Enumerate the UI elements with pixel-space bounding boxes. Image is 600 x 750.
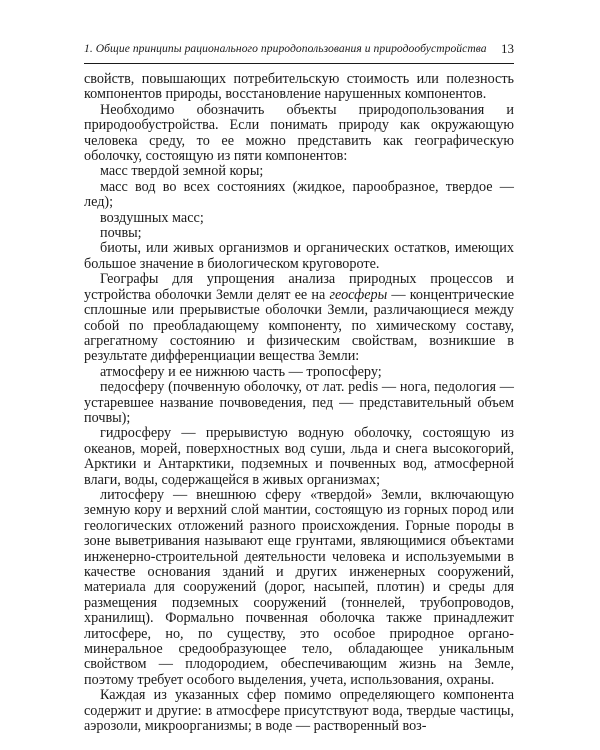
running-header bbox=[84, 42, 514, 64]
list-item: литосферу — внешнюю сферу «твердой» Земли, включающую земную кору и верхний слой мантии, состоящую из горных пород или геологических отложений разного происхождения. Горные породы в зоне выветривания называют еще грунтами, являющимися объектами инженерно-строительной деятельности человека и используемыми в качестве основания зданий и других инженерных сооружений, материала для сооружений (дорог, насыпей, плотин) и среды для размещения подземных сооружений (тоннелей, трубопроводов, хранилищ). Формально почвенная оболочка также принадлежит литосфере, но, по существу, это особое природное органо-минеральное средообразующее тело, обладающее уникальным свойством — плодородием, обеспечивающим жизнь на Земле, поэтому требует особого выделения, учета, использования, охраны. bbox=[84, 486, 514, 688]
paragraph bbox=[84, 272, 514, 364]
list-item: почвы; bbox=[100, 225, 142, 242]
list-item: атмосферу и ее нижнюю часть — тропосферу; bbox=[100, 363, 382, 380]
emphasized-term: геосферы bbox=[329, 286, 388, 303]
paragraph: Каждая из указанных сфер помимо определяющего компонента содержит и другие: в атмосфере присутствуют вода, твердые частицы, аэрозоли, микроорганизмы; в воде — растворенный воз- bbox=[84, 687, 514, 735]
paragraph-text: — концентрические сплошные или прерывистые оболочки Земли, различающиеся между собой по преобладающему компоненту, по химическому составу, агрегатному состоянию и физическим свойствам, возникшие в результате дифференциации вещества Земли: bbox=[84, 286, 515, 365]
running-title: 1. Общие принципы рационального природопользования и природообустройства bbox=[84, 42, 487, 55]
page-number: 13 bbox=[501, 41, 514, 56]
paragraph: свойств, повышающих потребительскую стоимость или полезность компонентов природы, восстановление нарушенных компонентов. bbox=[84, 71, 514, 103]
paragraph-text: Географы для упрощения анализа природных процессов и устройства оболочки Земли делят ее на bbox=[84, 271, 514, 303]
header-divider bbox=[84, 63, 514, 64]
list-item: масс твердой земной коры; bbox=[100, 163, 264, 180]
list-item: гидросферу — прерывистую водную оболочку, состоящую из океанов, морей, поверхностных вод суши, льда и снега высокогорий, Арктики и Антарктики, подземных и почвенных вод, атмосферной влаги, воды, содержащейся в живых организмах; bbox=[84, 425, 514, 488]
list-item: масс вод во всех состояниях (жидкое, парообразное, твердое — лед); bbox=[84, 178, 514, 211]
body-text bbox=[84, 72, 514, 734]
list-item: воздушных масс; bbox=[100, 209, 204, 226]
list-item: биоты, или живых организмов и органических остатков, имеющих большое значение в биологическом круговороте. bbox=[84, 240, 514, 272]
paragraph: Необходимо обозначить объекты природопользования и природообустройства. Если понимать природу как окружающую человека среду, то ее можно представить как географическую оболочку, состоящую из пяти компонентов: bbox=[84, 101, 514, 165]
list-item: педосферу (почвенную оболочку, от лат. pedis — нога, педология — устаревшее название почвоведения, пед — представительный объем почвы); bbox=[84, 379, 514, 426]
